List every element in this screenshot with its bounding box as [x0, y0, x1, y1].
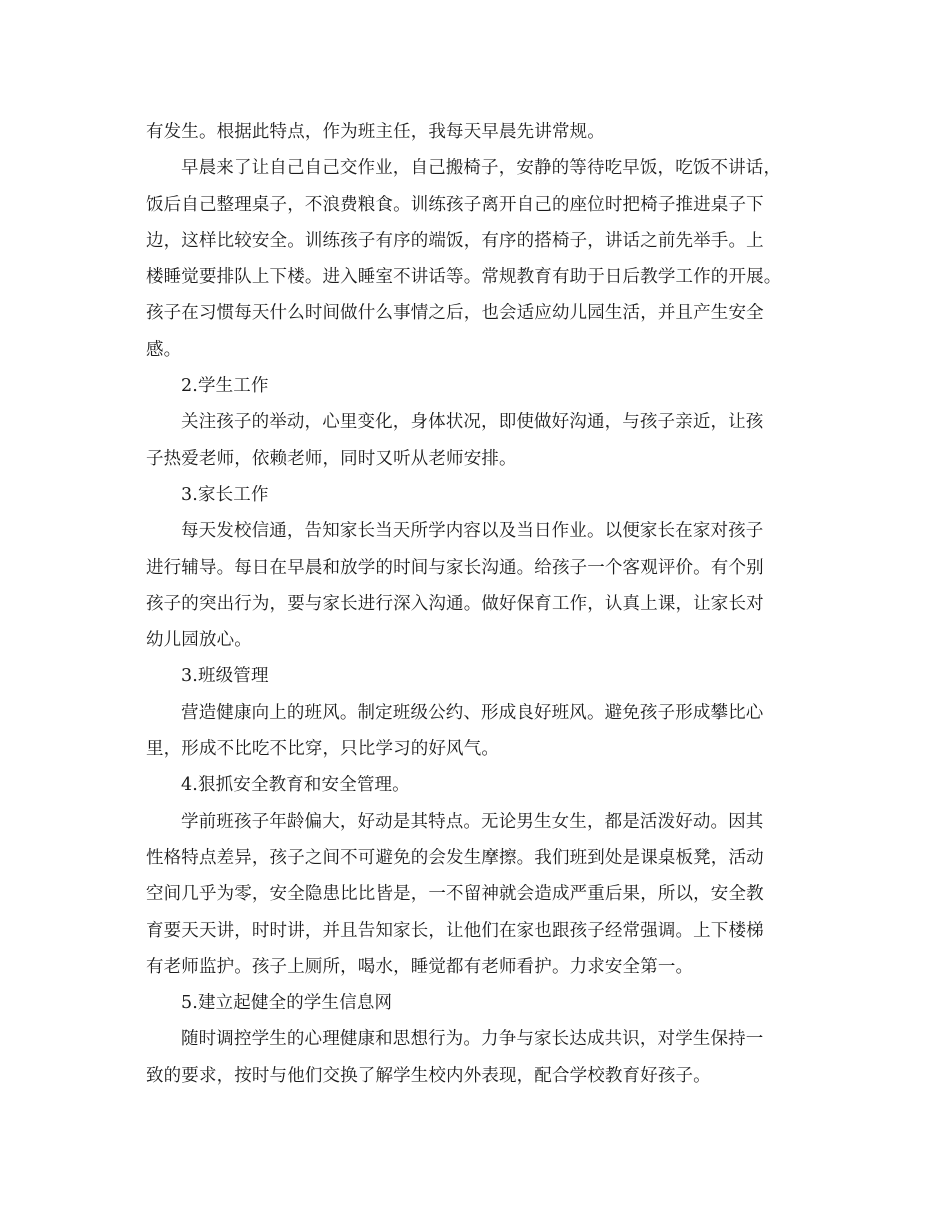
text-line: 孩子的突出行为，要与家长进行深入沟通。做好保育工作，认真上课，让家长对 [146, 593, 764, 614]
text-line: 空间几乎为零，安全隐患比比皆是，一不留神就会造成严重后果，所以，安全教 [146, 884, 764, 905]
text-line: 性格特点差异，孩子之间不可避免的会发生摩擦。我们班到处是课桌板凳，活动 [146, 847, 764, 868]
text-line: 每天发校信通，告知家长当天所学内容以及当日作业。以便家长在家对孩子 [181, 521, 764, 542]
text-line: 早晨来了让自己自己交作业，自己搬椅子，安静的等待吃早饭，吃饭不讲话， [181, 158, 782, 179]
text-line: 营造健康向上的班风。制定班级公约、形成良好班风。避免孩子形成攀比心 [181, 702, 764, 723]
text-line: 育要天天讲，时时讲，并且告知家长，让他们在家也跟孩子经常强调。上下楼梯 [146, 920, 764, 941]
text-line: 饭后自己整理桌子，不浪费粮食。训练孩子离开自己的座位时把椅子推进桌子下 [146, 194, 764, 215]
document-body [146, 114, 810, 1094]
text-line: 有老师监护。孩子上厕所，喝水，睡觉都有老师看护。力求安全第一。 [146, 956, 694, 977]
section-heading: 2.学生工作 [181, 376, 269, 397]
section-heading: 4.狠抓安全教育和安全管理。 [181, 775, 410, 796]
section-heading: 3.家长工作 [181, 484, 269, 505]
text-line: 关注孩子的举动，心里变化，身体状况，即使做好沟通，与孩子亲近，让孩 [181, 412, 764, 433]
text-line: 子热爱老师，依赖老师，同时又听从老师安排。 [146, 448, 517, 469]
text-line: 幼儿园放心。 [146, 630, 252, 651]
text-line: 学前班孩子年龄偏大，好动是其特点。无论男生女生，都是活泼好动。因其 [181, 811, 764, 832]
text-line: 致的要求，按时与他们交换了解学生校内外表现，配合学校教育好孩子。 [146, 1065, 711, 1086]
text-line: 有发生。根据此特点，作为班主任，我每天早晨先讲常规。 [146, 122, 605, 142]
text-line: 随时调控学生的心理健康和思想行为。力争与家长达成共识，对学生保持一 [181, 1029, 764, 1050]
text-line: 孩子在习惯每天什么时间做什么事情之后，也会适应幼儿园生活，并且产生安全 [146, 303, 764, 324]
section-heading: 5.建立起健全的学生信息网 [181, 993, 393, 1014]
text-line: 感。 [146, 339, 182, 360]
text-line: 里，形成不比吃不比穿，只比学习的好风气。 [146, 739, 499, 760]
text-line: 进行辅导。每日在早晨和放学的时间与家长沟通。给孩子一个客观评价。有个别 [146, 557, 764, 578]
text-line: 楼睡觉要排队上下楼。进入睡室不讲话等。常规教育有助于日后教学工作的开展。 [146, 267, 782, 288]
section-heading: 3.班级管理 [181, 666, 269, 687]
text-line: 边，这样比较安全。训练孩子有序的端饭，有序的搭椅子，讲话之前先举手。上 [146, 230, 764, 251]
